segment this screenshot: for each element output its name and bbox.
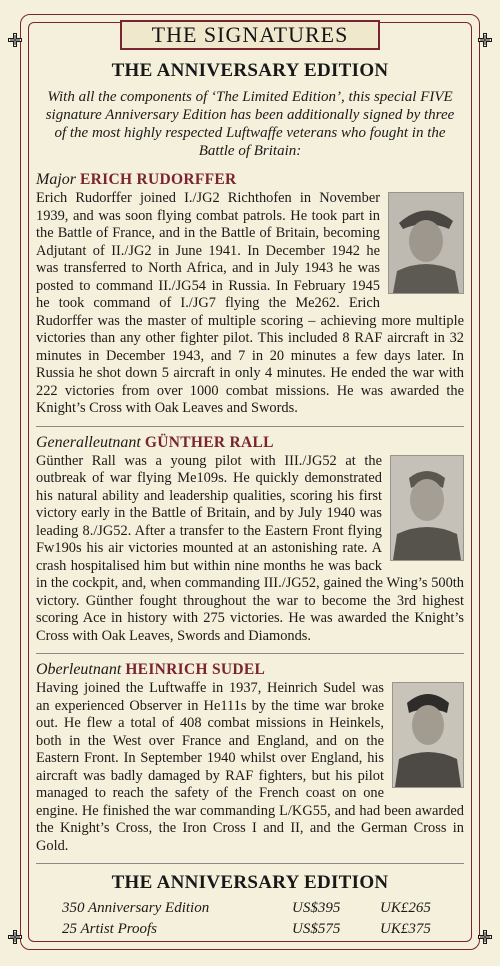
- pilot-rank: Generalleutnant: [36, 433, 141, 451]
- section-divider: [36, 863, 464, 864]
- price-list: [36, 898, 464, 940]
- pilot-heading: [36, 433, 464, 452]
- pilot-section-rall: [36, 433, 464, 646]
- edition-heading: THE ANNIVERSARY EDITION: [111, 60, 389, 81]
- pilot-heading: [36, 660, 464, 679]
- iron-cross-icon: [478, 33, 492, 47]
- pilot-biography: Erich Rudorffer joined I./JG2 Richthofen in November 1939, and was soon flying combat patrols. He took part in the Battle of France, and in the Battle of Britain, becoming Adjutant of II./JG2 in June 1941. In December 1942 he was transferred to North Africa, and in July 1943 he was posted to command II./JG54 in Russia. In February 1945 he took command of I./JG7 flying the Me262. Erich Rudorffer was the master of multiple scoring – achieving more multiple victories than any other fighter pilot. This included 8 RAF aircraft in 32 minutes in December 1943, and 7 in 20 minutes a few days later. In Russia he shot down 5 aircraft in only 4 minutes. He ended the war with 222 victories from over 1000 combat missions. He was awarded the Knight’s Cross with Oak Leaves and Swords.: [36, 190, 464, 416]
- edition-label: 350 Anniversary Edition: [62, 900, 210, 916]
- pilot-rank: Oberleutnant: [36, 661, 122, 678]
- pilot-biography: Günther Rall was a young pilot with III./JG52 at the outbreak of war flying Me109s. He quickly demonstrated his natural ability and leadership qualities, scoring his first victory early in the Battle of Britain, and by July 1940 was leading 8./JG52. After a transfer to the Eastern Front flying Fw190s his air victories mounted at an astonishing rate. A crash hospitalised him but within nine months he was back in the cockpit, and, when commanding III./JG52, gained the Wing’s 500th victory. Günther fought throughout the war to become the 3rd highest scoring Ace in history with 275 victories. He was awarded the Knight’s Cross with Oak Leaves, Swords and Diamonds.: [36, 452, 464, 644]
- pilot-name: ERICH RUDORFFER: [80, 171, 237, 188]
- pilot-name: HEINRICH SUDEL: [125, 661, 266, 678]
- pilot-section-rudorffer: [36, 170, 464, 418]
- iron-cross-icon: [8, 930, 22, 944]
- price-uk: UK£375: [380, 921, 431, 937]
- pilot-section-sudel: [36, 660, 464, 855]
- pilot-portrait-photo: [388, 192, 464, 294]
- iron-cross-icon: [478, 930, 492, 944]
- section-divider: [36, 653, 464, 654]
- pilot-portrait-photo: [390, 455, 464, 561]
- pilot-heading: [36, 170, 464, 189]
- price-row: [36, 898, 464, 919]
- price-us: US$575: [292, 921, 341, 937]
- main-content: [36, 60, 464, 940]
- section-divider: [36, 426, 464, 427]
- pilot-rank: Major: [36, 171, 76, 188]
- pilot-portrait-photo: [392, 682, 464, 788]
- intro-text: With all the components of ‘The Limited Edition’, this special FIVE signature Anniversary Edition has been additionally signed by three of the most highly respected Luftwaffe veterans who fought in the Battle of Britain:: [45, 89, 455, 159]
- price-row: [36, 919, 464, 940]
- page-title: THE SIGNATURES: [120, 20, 380, 50]
- pilot-name: GÜNTHER RALL: [144, 433, 274, 451]
- price-us: US$395: [292, 900, 341, 916]
- pricing-heading: THE ANNIVERSARY EDITION: [111, 872, 389, 893]
- pilot-biography: Having joined the Luftwaffe in 1937, Heinrich Sudel was an experienced Observer in He111s by the time war broke out. He flew a total of 408 combat missions in Heinkels, both in the West over France and England, and on the Eastern Front. In September 1940 whilst over England, his aircraft was badly damaged by RAF fighters, but his pilot managed to reach the safety of the French coast on one engine. He finished the war commanding L/KG55, and had been awarded the Knight’s Cross, the Iron Cross I and II, and the German Cross in Gold.: [36, 680, 464, 854]
- price-uk: UK£265: [380, 900, 431, 916]
- edition-label: 25 Artist Proofs: [62, 921, 158, 937]
- iron-cross-icon: [8, 33, 22, 47]
